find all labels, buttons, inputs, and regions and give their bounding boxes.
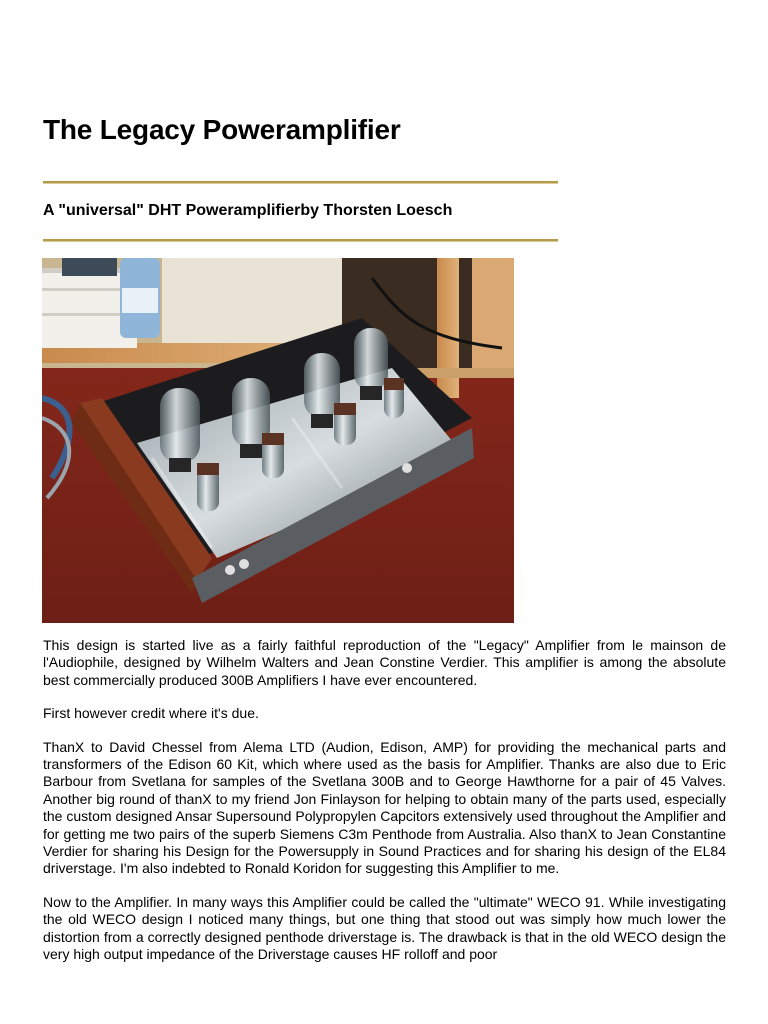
paragraph-thanks: ThanX to David Chessel from Alema LTD (Audion, Edison, AMP) for providing the mechanical parts and transformers of the Edison 60 Kit, which where used as the basis for Amplifier. Thanks are also due to Eric Barbour from Svetlana for samples of the Svetlana 300B and to George Hawthorne for a pair of 45 Valves. Another big round of thanX to my friend Jon Finlayson for helping to obtain many of the parts used, especially the custom designed Ansar Supersound Polypropylen Capcitors extensively used throughout the Amplifier and for getting me two pairs of the superb Siemens C3m Penthode from Australia. Also thanX to Jean Constantine Verdier for sharing his Design for the Powersupply in Sound Practices and for sharing his design of the EL84 driverstage. I'm also indebted to Ronald Koridon for suggesting this Amplifier to me. — [43, 738, 726, 877]
paragraph-amplifier: Now to the Amplifier. In many ways this Amplifier could be called the "ultimate" WECO 91. While investigating the old WECO design I noticed many things, but one thing that stood out was simply how much lower the distortion from a correctly designed penthode driverstage is. The drawback is that in the old WECO design the very high output impedance of the Driverstage causes HF rolloff and poor — [43, 893, 726, 963]
paragraph-intro: This design is started live as a fairly faithful reproduction of the "Legacy" Amplifier from le mainson de l'Audiophile, designed by Wilhelm Walters and Jean Constine Verdier. This amplifier is among the absolute best commercially produced 300B Amplifiers I have ever encountered. — [43, 637, 726, 688]
article-body — [43, 637, 726, 980]
page-subtitle: A "universal" DHT Poweramplifierby Thorsten Loesch — [43, 202, 453, 219]
page-title: The Legacy Poweramplifier — [43, 114, 401, 145]
divider-bottom — [43, 239, 558, 242]
paragraph-credit: First however credit where it's due. — [43, 705, 259, 722]
amplifier-photo — [42, 258, 514, 623]
divider-top — [43, 181, 558, 184]
